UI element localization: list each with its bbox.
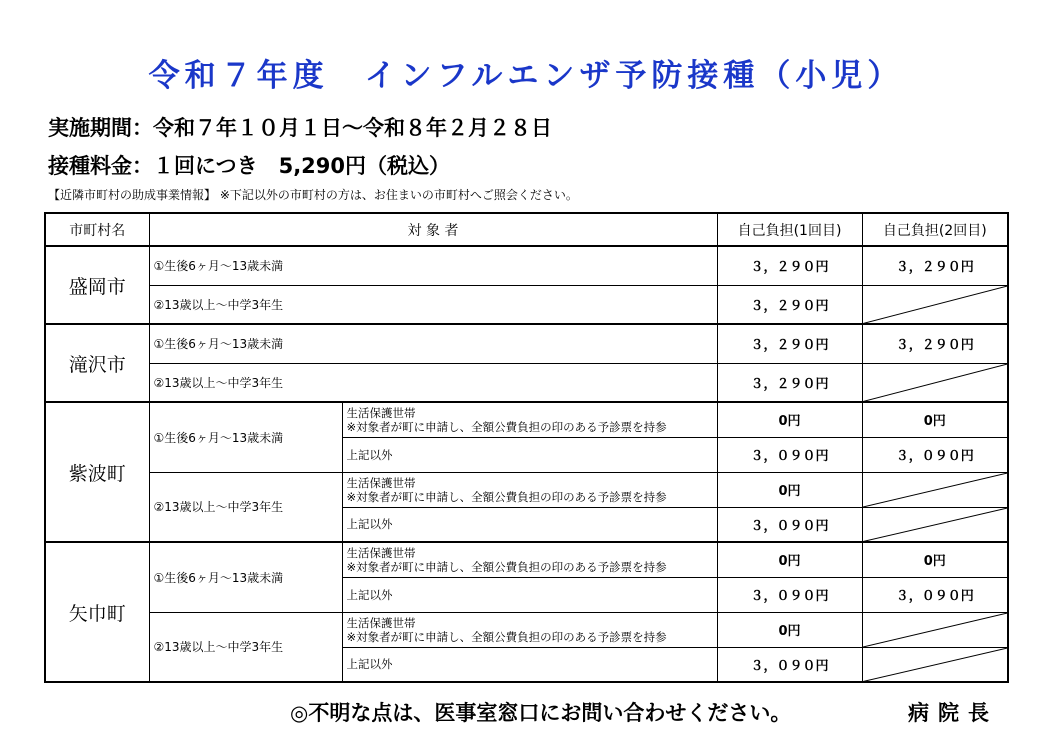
note-text: 【近隣市町村の助成事業情報】 ※下記以外の市町村の方は、お住まいの市町村へご照会ください。 (48, 188, 578, 202)
amount-cell: 0円 (717, 472, 862, 507)
subcategory-label: 上記以外 (342, 437, 717, 472)
subcategory-label: 上記以外 (342, 577, 717, 612)
table-row (45, 402, 1008, 437)
amount-cell: 0円 (717, 612, 862, 647)
amount-cell: 0円 (717, 402, 862, 437)
subcategory-note: ※対象者が町に申請し、全額公費負担の印のある予診票を持参 (346, 489, 667, 504)
amount-cell: ３，０９０円 (862, 577, 1008, 612)
amount-cell: ３，２９０円 (717, 324, 862, 363)
subcategory-title: 生活保護世帯 (346, 545, 416, 560)
header-city: 市町村名 (45, 213, 149, 246)
subcategory-title: 生活保護世帯 (346, 405, 416, 420)
amount-cell: ３，２９０円 (717, 246, 862, 285)
subsidy-table (44, 212, 1009, 683)
table-header-row (45, 213, 1008, 246)
target-label: ②13歳以上～中学3年生 (149, 285, 717, 324)
table-row (45, 542, 1008, 577)
not-applicable-cell (862, 472, 1008, 507)
not-applicable-cell (862, 507, 1008, 542)
page-title: 令和７年度 インフルエンザ予防接種（小児） (148, 58, 904, 94)
amount-cell: ３，２９０円 (717, 285, 862, 324)
not-applicable-cell (862, 363, 1008, 402)
table-row (45, 324, 1008, 363)
table-row (45, 285, 1008, 324)
fee-text: 接種料金：１回につき 5,290円（税込） (48, 154, 451, 178)
table-row (45, 472, 1008, 507)
period-text: 実施期間：令和７年１０月１日～令和８年２月２８日 (48, 116, 552, 140)
subcategory-label: 上記以外 (342, 507, 717, 542)
table-row (45, 612, 1008, 647)
subcategory-note: ※対象者が町に申請し、全額公費負担の印のある予診票を持参 (346, 629, 667, 644)
subcategory-note: ※対象者が町に申請し、全額公費負担の印のある予診票を持参 (346, 419, 667, 434)
subcategory-label (342, 402, 717, 437)
subcategory-label (342, 542, 717, 577)
target-label: ②13歳以上～中学3年生 (149, 363, 717, 402)
city-shiwa: 紫波町 (45, 402, 149, 542)
header-dose2: 自己負担(2回目) (862, 213, 1008, 246)
table-row (45, 363, 1008, 402)
target-label: ①生後6ヶ月～13歳未満 (149, 542, 342, 612)
not-applicable-cell (862, 285, 1008, 324)
city-morioka: 盛岡市 (45, 246, 149, 324)
table-row (45, 246, 1008, 285)
subcategory-title: 生活保護世帯 (346, 615, 416, 630)
target-label: ②13歳以上～中学3年生 (149, 612, 342, 682)
not-applicable-cell (862, 647, 1008, 682)
header-target: 対 象 者 (149, 213, 717, 246)
subcategory-note: ※対象者が町に申請し、全額公費負担の印のある予診票を持参 (346, 559, 667, 574)
subcategory-title: 生活保護世帯 (346, 475, 416, 490)
amount-cell: ３，０９０円 (717, 507, 862, 542)
amount-cell: ３，２９０円 (862, 246, 1008, 285)
city-yahaba: 矢巾町 (45, 542, 149, 682)
amount-cell: ３，０９０円 (717, 577, 862, 612)
amount-cell: ３，０９０円 (862, 437, 1008, 472)
header-dose1: 自己負担(1回目) (717, 213, 862, 246)
target-label: ②13歳以上～中学3年生 (149, 472, 342, 542)
target-label: ①生後6ヶ月～13歳未満 (149, 246, 717, 285)
target-label: ①生後6ヶ月～13歳未満 (149, 402, 342, 472)
amount-cell: ３，０９０円 (717, 647, 862, 682)
subcategory-label (342, 612, 717, 647)
signature-text: 病院長 (908, 701, 998, 725)
footer-text: ◎不明な点は、医事室窓口にお問い合わせください。 (290, 701, 792, 725)
amount-cell: ３，２９０円 (862, 324, 1008, 363)
amount-cell: 0円 (717, 542, 862, 577)
subcategory-label (342, 472, 717, 507)
not-applicable-cell (862, 612, 1008, 647)
subcategory-label: 上記以外 (342, 647, 717, 682)
amount-cell: 0円 (862, 402, 1008, 437)
amount-cell: ３，０９０円 (717, 437, 862, 472)
target-label: ①生後6ヶ月～13歳未満 (149, 324, 717, 363)
city-takizawa: 滝沢市 (45, 324, 149, 402)
amount-cell: ３，２９０円 (717, 363, 862, 402)
amount-cell: 0円 (862, 542, 1008, 577)
